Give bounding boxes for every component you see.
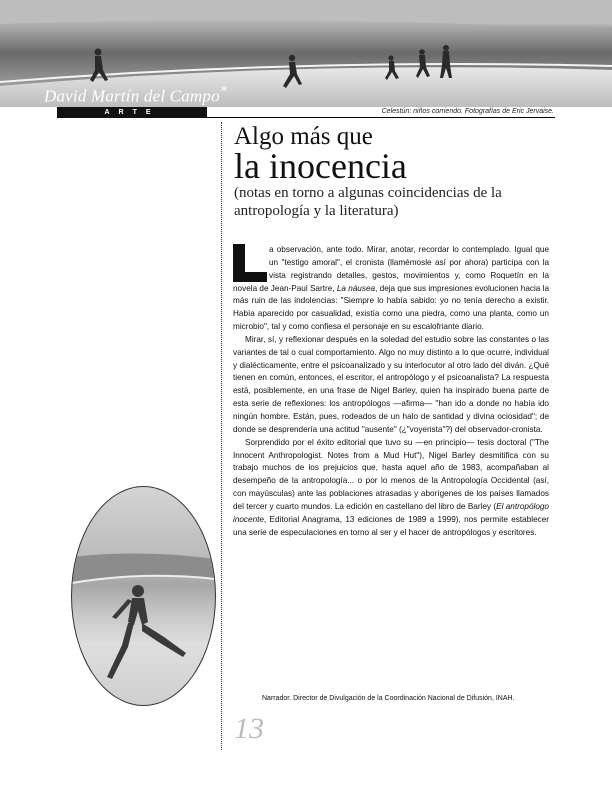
oval-photo-child-running [71, 486, 216, 706]
section-label: ARTE [104, 109, 160, 116]
child-running-illustration [72, 487, 215, 705]
column-divider [221, 122, 222, 750]
paragraph-3: Sorprendido por el éxito editorial que tuvo su —en principio— tesis doctoral ("The Innocent Anthropologist. Notes from a Mud Hut"), Nigel Barley desmitifica con su trabajo muchos de los prejuicios que, hasta aquel año de 1983, acompañaban al desempeño de la antropología... o por lo menos de la Antropología Occidental (así, con mayúsculas) ante las poblaciones atrasadas y aborígenes de los países llamados del tercer y cuarto mundos. La edición en castellano del libro de Barley (El antropólogo inocente, Editorial Anagrama, 13 ediciones de 1989 a 1999), nos permite establecer una serie de especulaciones en torno al ser y el hacer de antropólogos y escritores. [233, 437, 549, 537]
author-footnote: Narrador. Director de Divulgación de la Coordinación Nacional de Difusión, INAH. [262, 695, 515, 702]
title-line-1: Algo más que [234, 123, 373, 150]
header-photo-beach [0, 0, 612, 107]
subtitle: (notas en torno a algunas coincidencias de la antropología y la literatura) [234, 185, 502, 219]
paragraph-1: a observación, ante todo. Mirar, anotar, recordar lo contemplado. Igual que un "testigo amoral", el cronista (llamémosle así por ahora) participa con la vista registrando detalles, gestos, movimientos y, como Roquetín en la novela de Jean-Paul Sartre, La náusea, deja que sus impresiones evolucionen hacia la más ruin de las indolencias: "Siempre lo había sabido: yo no tenía derecho a existir. Había aparecido por casualidad, existía como una piedra, como una planta, como un microbio", tal y como confiesa el personaje en su escalofriante diario. [233, 245, 549, 332]
photo-caption: Celestún: niños corriendo. Fotografías de Eric Jervaise. [381, 108, 554, 115]
header-rule [207, 117, 555, 118]
author-name: David Martín del Campo* [44, 83, 228, 106]
drop-cap [233, 244, 267, 282]
paragraph-2: Mirar, sí, y reflexionar después en la soledad del estudio sobre las constantes o las variantes de tal o cual comportamiento. Algo no muy distinto a lo que ocurre, individual y dialécticamente, entre el psicoanalizado y su interlocutor al otro lado del diván. ¿Qué tienen en común, entonces, el escritor, el antropólogo y el psicoanalista? La respuesta está, posiblemente, en una frase de Nigel Barley, quien ha inspirado buena parte de esta serie de reflexiones: los antropólogos —afirma— "han ido a donde no había ido ningún hombre. Están, pues, rodeados de un halo de santidad y divina ociosidad"; de donde se desprendería una actitud "ausente" (¿"voyerista"?) del observador-cronista. [233, 334, 549, 434]
section-bar [57, 107, 207, 118]
page-number: 13 [234, 712, 264, 745]
article-body [233, 244, 549, 539]
title-line-2: la inocencia [234, 146, 407, 186]
